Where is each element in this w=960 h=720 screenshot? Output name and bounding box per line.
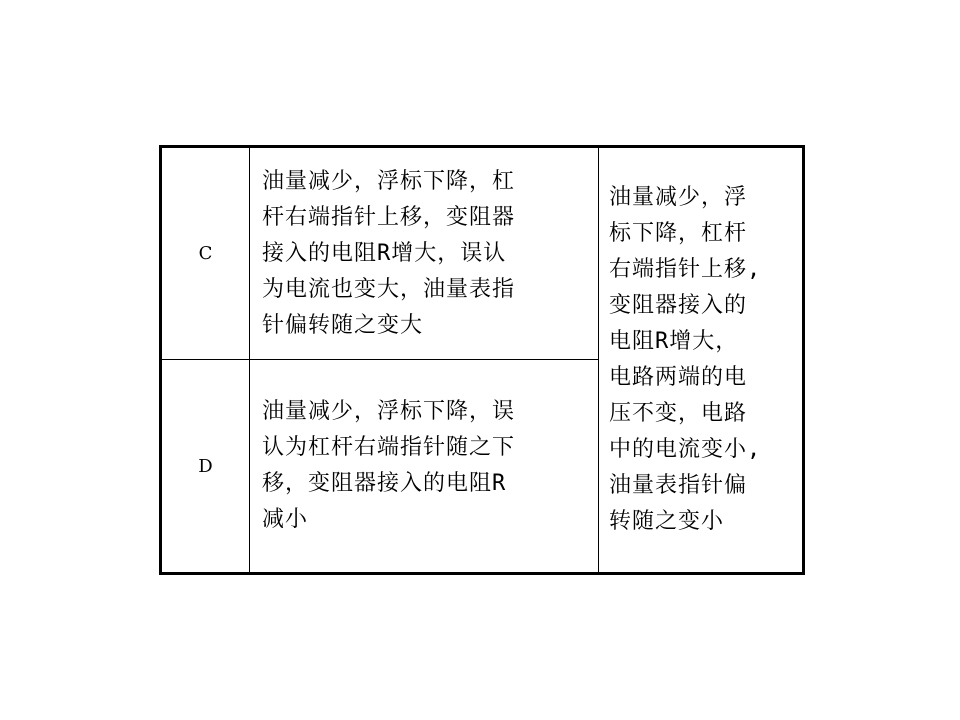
explanation-line: 电路两端的电 [609, 365, 748, 390]
description-line: 移，变阻器接入的电阻R [262, 471, 507, 496]
explanation-line: 右端指针上移, [609, 257, 762, 282]
option-label-d: D [161, 360, 250, 574]
explanation-line: 电阻R增大， [609, 329, 739, 354]
explanation-line: 油量减少，浮 [609, 185, 748, 210]
explanation-line: 转随之变小 [609, 509, 725, 534]
description-line: 油量减少，浮标下降，杠 [262, 168, 516, 194]
table-row-c [161, 147, 804, 360]
description-line: 接入的电阻R增大，误认 [262, 240, 507, 266]
description-line: 认为杠杆右端指针随之下 [262, 435, 516, 460]
explanation-line: 压不变，电路 [609, 401, 748, 426]
description-line: 针偏转随之变大 [262, 312, 424, 338]
option-label-c: C [161, 147, 250, 360]
option-description-c [250, 147, 599, 360]
description-line: 油量减少，浮标下降，误 [262, 399, 516, 424]
explanation-line: 油量表指针偏 [609, 473, 748, 498]
explanation-cell [599, 147, 804, 574]
description-line: 为电流也变大，油量表指 [262, 276, 516, 302]
description-line: 杆右端指针上移，变阻器 [262, 204, 516, 230]
explanation-line: 中的电流变小, [609, 437, 762, 462]
description-line: 减小 [262, 507, 309, 532]
answer-table [159, 145, 805, 575]
option-description-d [250, 360, 599, 574]
explanation-line: 变阻器接入的 [609, 293, 748, 318]
explanation-line: 标下降，杠杆 [609, 221, 748, 246]
